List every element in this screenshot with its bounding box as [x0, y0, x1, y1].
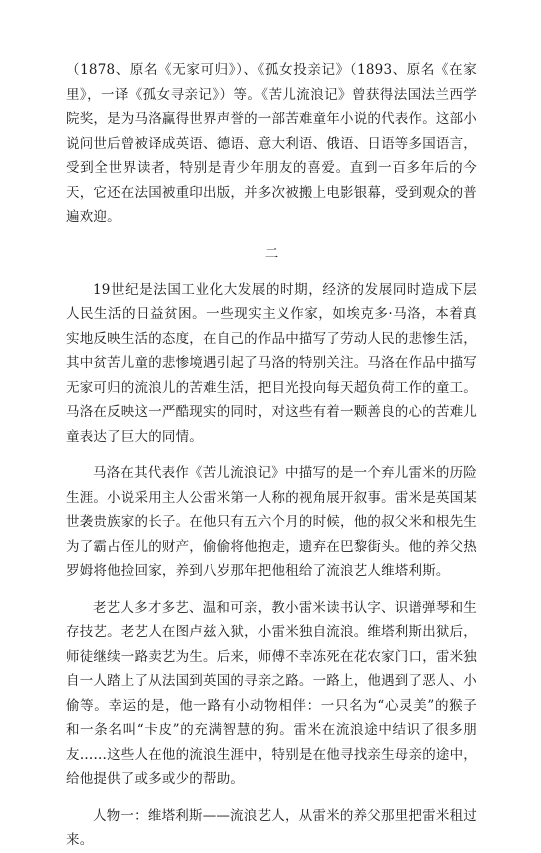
background-paragraph: 19世纪是法国工业化大发展的时期，经济的发展同时造成下层人民生活的日益贫困。一些现实主义作家，如埃克多·马洛，本着真实地反映生活的态度，在自己的作品中描写了劳动人民的悲惨生活，其中贫苦儿童的悲惨境遇引起了马洛的特别关注。马洛在作品中描写无家可归的流浪儿的苦难生活，把目光投向每天超负荷工作的童工。马洛在反映这一严酷现实的同时，对这些有着一颗善良的心的苦难儿童表达了巨大的同情。 — [66, 281, 477, 445]
plot-intro-paragraph: 马洛在其代表作《苦儿流浪记》中描写的是一个弃儿雷米的历险生涯。小说采用主人公雷米第一人称的视角展开叙事。雷米是英国某世袭贵族家的长子。在他只有五六个月的时候，他的叔父米和根先生为了霸占侄儿的财产，偷偷将他抱走，遗弃在巴黎街头。他的养父热罗姆将他捡回家，养到八岁那年把他租给了流浪艺人维塔利斯。 — [66, 465, 477, 579]
character-one-paragraph: 人物一：维塔利斯——流浪艺人，从雷米的养父那里把雷米租过来。 — [66, 807, 477, 848]
section-number: 二 — [264, 245, 279, 262]
plot-journey-paragraph: 老艺人多才多艺、温和可亲，教小雷米读书认字、识谱弹琴和生存技艺。老艺人在图卢兹入狱，小雷米独自流浪。维塔利斯出狱后，师徒继续一路卖艺为生。后来，师傅不幸冻死在花农家门口，雷米独自一人踏上了从法国到英国的寻亲之路。一路上，他遇到了恶人、小偷等。幸运的是，他一路有小动物相伴：一只名为“心灵美”的猴子和一条名叫“卡皮”的充满智慧的狗。雷米在流浪途中结识了很多朋友……这些人在他的流浪生涯中，特别是在他寻找亲生母亲的途中，给他提供了或多或少的帮助。 — [66, 599, 477, 787]
intro-continued-paragraph: （1878、原名《无家可归》）、《孤女投亲记》（1893、原名《在家里》，一译《孤女寻亲记》）等。《苦儿流浪记》曾获得法国法兰西学院奖，是为马洛赢得世界声誉的一部苦难童年小说的代表作。这部小说问世后曾被译成英语、德语、意大利语、俄语、日语等多国语言，受到全世界读者，特别是青少年朋友的喜爱。直到一百多年后的今天，它还在法国被重印出版，并多次被搬上电影银幕，受到观众的普遍欢迎。 — [66, 62, 477, 225]
